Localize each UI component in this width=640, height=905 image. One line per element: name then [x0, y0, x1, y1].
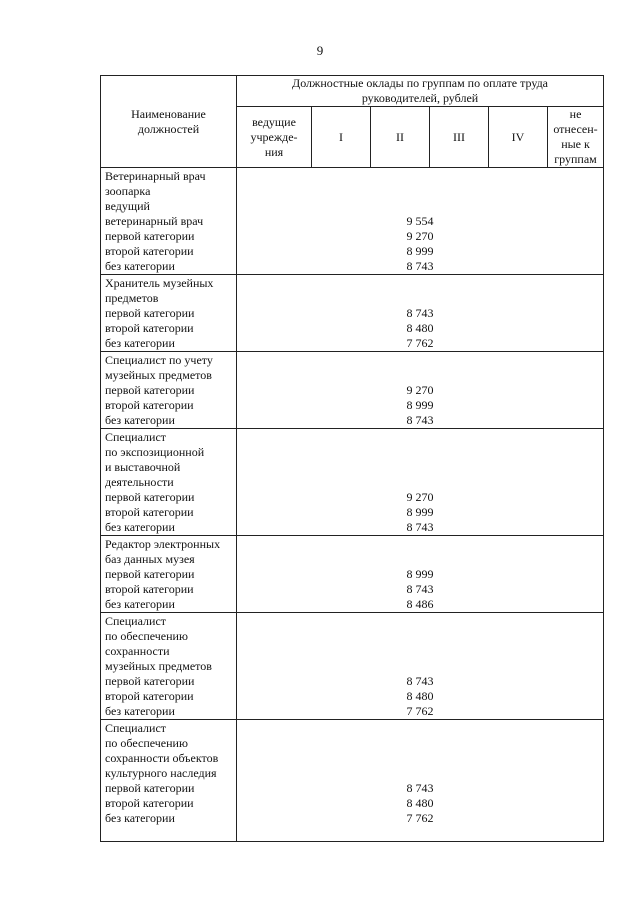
position-name-line: зоопарка: [105, 184, 151, 198]
table-row: [101, 613, 604, 720]
position-name-line: второй категории: [105, 398, 194, 412]
salary-value: 7 762: [406, 704, 434, 718]
salary-values-cell: [237, 720, 604, 842]
position-name-line: без категории: [105, 520, 175, 534]
table-row: [101, 275, 604, 352]
salary-value: [237, 751, 603, 766]
position-name-line: второй категории: [105, 244, 194, 258]
salary-value: [237, 766, 603, 781]
position-name-line: без категории: [105, 597, 175, 611]
salary-value: [237, 291, 603, 306]
position-name-line: музейных предметов: [105, 368, 212, 382]
salary-values-cell: [237, 275, 604, 352]
salary-value: [237, 552, 603, 567]
position-name-line: второй категории: [105, 689, 194, 703]
position-name-line: предметов: [105, 291, 159, 305]
position-name-line: сохранности объектов: [105, 751, 219, 765]
position-name-line: сохранности: [105, 644, 170, 658]
position-name-line: [105, 826, 236, 841]
header-group-2: II: [371, 107, 430, 168]
header-group-1: I: [312, 107, 371, 168]
position-name-cell: [101, 720, 237, 842]
salary-value: [237, 199, 603, 214]
header-leading-institutions: ведущие учрежде- ния: [237, 107, 312, 168]
position-name-cell: [101, 168, 237, 275]
position-name-line: первой категории: [105, 781, 195, 795]
salary-value: [237, 445, 603, 460]
salary-value: [237, 629, 603, 644]
header-group-3: III: [430, 107, 489, 168]
position-name-line: Редактор электронных: [105, 537, 221, 551]
position-name-line: ветеринарный врач: [105, 214, 204, 228]
position-name-cell: [101, 275, 237, 352]
table-header: [101, 76, 604, 168]
salary-value: [237, 736, 603, 751]
salary-value: 9 270: [406, 383, 434, 397]
salary-value: 8 743: [406, 582, 434, 596]
salary-value: 8 999: [406, 567, 434, 581]
position-name-cell: [101, 536, 237, 613]
position-name-line: по обеспечению: [105, 629, 188, 643]
salary-value: 8 743: [406, 306, 434, 320]
salary-value: 8 999: [406, 244, 434, 258]
position-name-line: без категории: [105, 811, 175, 825]
position-name-cell: [101, 613, 237, 720]
position-name-line: первой категории: [105, 674, 195, 688]
position-name-line: Специалист: [105, 430, 167, 444]
salary-value: 8 480: [406, 796, 434, 810]
salary-value: [237, 475, 603, 490]
table-row: [101, 168, 604, 275]
position-name-line: без категории: [105, 704, 175, 718]
salary-value: 7 762: [406, 336, 434, 350]
position-name-line: по экспозиционной: [105, 445, 205, 459]
position-name-line: Специалист: [105, 721, 167, 735]
position-name-line: баз данных музея: [105, 552, 195, 566]
header-group-4: IV: [489, 107, 548, 168]
table-row: [101, 720, 604, 842]
table-row: [101, 536, 604, 613]
position-name-line: Специалист по учету: [105, 353, 213, 367]
position-name-line: первой категории: [105, 229, 195, 243]
position-name-line: деятельности: [105, 475, 174, 489]
position-name-line: Ветеринарный врач: [105, 169, 206, 183]
position-name-line: второй категории: [105, 796, 194, 810]
salary-table: [100, 75, 604, 842]
position-name-line: первой категории: [105, 567, 195, 581]
salary-value: [237, 826, 603, 841]
header-position-name: Наименование должностей: [101, 76, 237, 168]
salary-value: [237, 184, 603, 199]
salary-value: 8 743: [406, 674, 434, 688]
salary-value: [237, 368, 603, 383]
salary-value: 9 554: [406, 214, 434, 228]
position-name-line: второй категории: [105, 505, 194, 519]
salary-values-cell: [237, 613, 604, 720]
position-name-cell: [101, 352, 237, 429]
position-name-line: без категории: [105, 259, 175, 273]
salary-value: 8 743: [406, 413, 434, 427]
salary-value: 8 999: [406, 505, 434, 519]
salary-value: 9 270: [406, 490, 434, 504]
position-name-line: без категории: [105, 336, 175, 350]
position-name-line: без категории: [105, 413, 175, 427]
salary-values-cell: [237, 536, 604, 613]
header-not-assigned: не отнесен- ные к группам: [548, 107, 604, 168]
salary-value: [237, 537, 603, 552]
salary-value: [237, 460, 603, 475]
salary-value: [237, 614, 603, 629]
salary-value: [237, 353, 603, 368]
salary-value: 7 762: [406, 811, 434, 825]
salary-value: 8 743: [406, 520, 434, 534]
salary-values-cell: [237, 168, 604, 275]
salary-value: [237, 276, 603, 291]
salary-value: [237, 169, 603, 184]
salary-values-cell: [237, 429, 604, 536]
salary-value: 8 480: [406, 321, 434, 335]
position-name-line: музейных предметов: [105, 659, 212, 673]
position-name-line: культурного наследия: [105, 766, 217, 780]
salary-value: [237, 644, 603, 659]
position-name-line: второй категории: [105, 321, 194, 335]
position-name-line: и выставочной: [105, 460, 181, 474]
salary-value: [237, 721, 603, 736]
position-name-cell: [101, 429, 237, 536]
salary-value: 9 270: [406, 229, 434, 243]
salary-value: 8 486: [406, 597, 434, 611]
position-name-line: по обеспечению: [105, 736, 188, 750]
position-name-line: первой категории: [105, 306, 195, 320]
position-name-line: Специалист: [105, 614, 167, 628]
salary-values-cell: [237, 352, 604, 429]
salary-value: 8 999: [406, 398, 434, 412]
position-name-line: Хранитель музейных: [105, 276, 214, 290]
salary-value: [237, 430, 603, 445]
salary-value: 8 480: [406, 689, 434, 703]
position-name-line: второй категории: [105, 582, 194, 596]
salary-value: [237, 659, 603, 674]
position-name-line: ведущий: [105, 199, 150, 213]
page-number: 9: [316, 43, 324, 58]
header-salary-groups: Должностные оклады по группам по оплате труда руководителей, рублей: [237, 76, 604, 107]
table-row: [101, 429, 604, 536]
position-name-line: первой категории: [105, 383, 195, 397]
position-name-line: первой категории: [105, 490, 195, 504]
salary-value: 8 743: [406, 259, 434, 273]
table-row: [101, 352, 604, 429]
salary-value: 8 743: [406, 781, 434, 795]
table-body: [101, 168, 604, 842]
